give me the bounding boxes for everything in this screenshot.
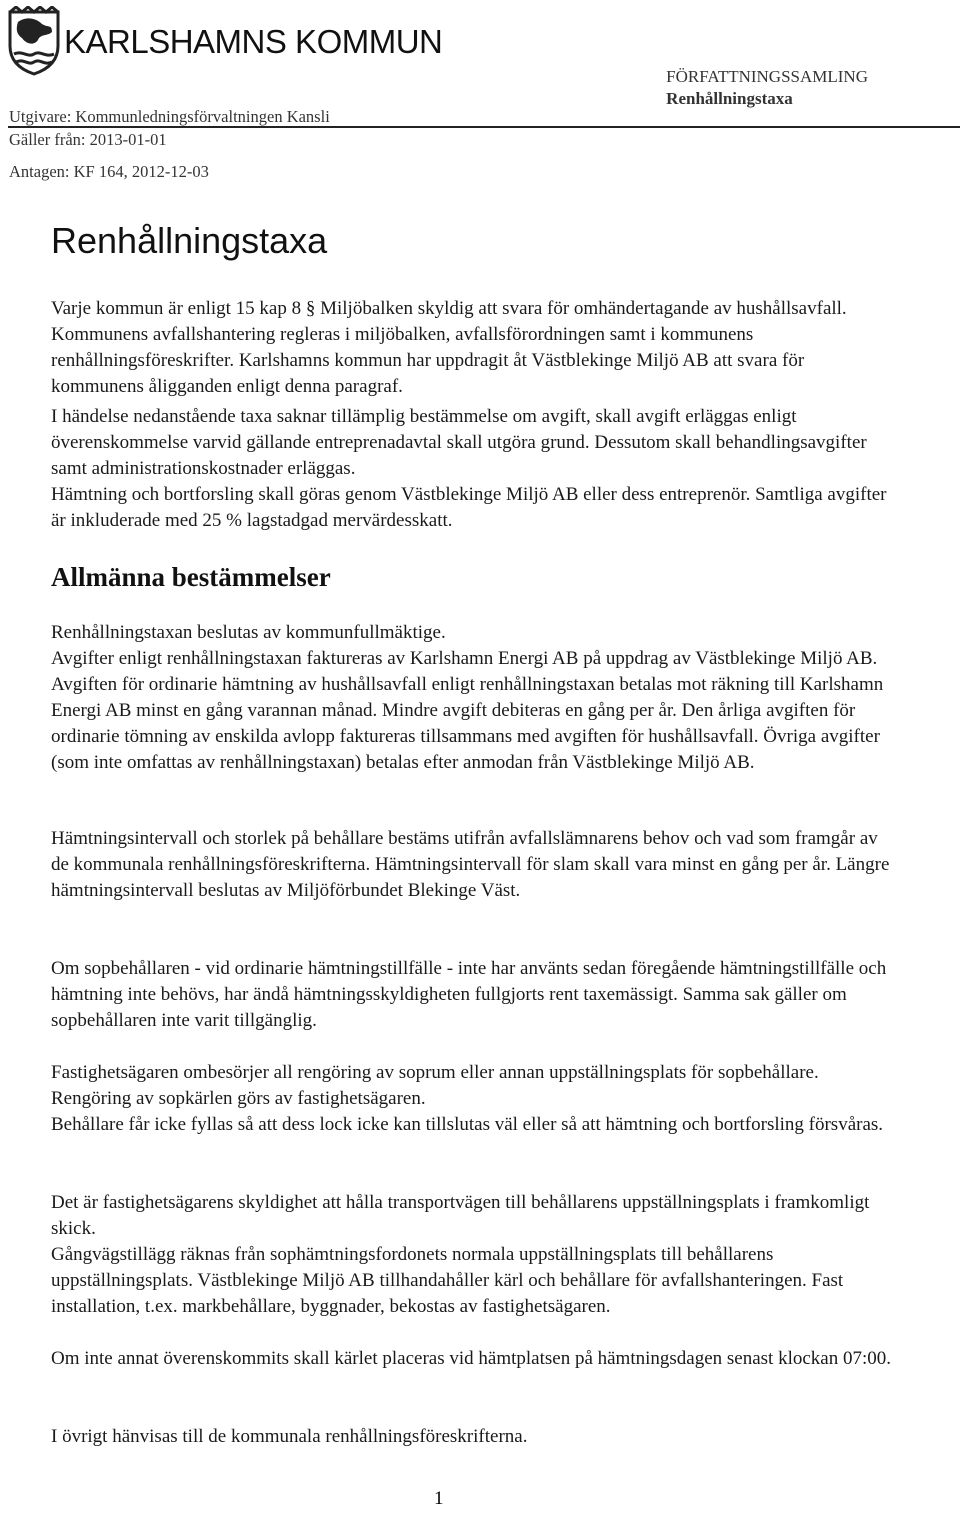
valid-from-line: Gäller från: 2013-01-01 xyxy=(9,130,167,149)
collection-title: Renhållningstaxa xyxy=(666,89,793,108)
document-title: Renhållningstaxa xyxy=(51,220,328,261)
section-paragraph-4: Om sopbehållaren - vid ordinarie hämtningstillfälle - inte har använts sedan föregående hämtningstillfälle och hämtning inte behövs, har ändå hämtningsskyldigheten fullgjorts rent taxemässigt. Samma sak gäller om sopbehållaren inte varit tillgänglig. xyxy=(51,958,887,1031)
section-paragraph-5: Fastighetsägaren ombesörjer all rengöring av soprum eller annan uppställningsplats för sopbehållare. Rengöring av sopkärlen görs av fastighetsägaren. xyxy=(51,1062,819,1109)
intro-paragraph-3: Hämtning och bortforsling skall göras genom Västblekinge Miljö AB eller dess entreprenör. Samtliga avgifter är inkluderade med 25 % lagstadgad mervärdesskatt. xyxy=(51,484,887,531)
adopted-line: Antagen: KF 164, 2012-12-03 xyxy=(9,162,209,181)
page-number: 1 xyxy=(434,1488,444,1509)
publisher-line: Utgivare: Kommunledningsförvaltningen Kansli xyxy=(9,107,330,126)
intro-paragraph-2: I händelse nedanstående taxa saknar tillämplig bestämmelse om avgift, skall avgift erläggas enligt överenskommelse varvid gällande entreprenadavtal skall utgöra grund. Dessutom skall behandlingsavgifter samt administrationskostnader erläggas. xyxy=(51,406,867,479)
section-paragraph-9: Om inte annat överenskommits skall kärlet placeras vid hämtplatsen på hämtningsdagen senast klockan 07:00. xyxy=(51,1348,892,1369)
section-paragraph-1: Renhållningstaxan beslutas av kommunfullmäktige. xyxy=(51,622,446,643)
section-paragraph-7: Det är fastighetsägarens skyldighet att hålla transportvägen till behållarens uppställningsplats i framkomligt skick. xyxy=(51,1192,870,1239)
section-heading: Allmänna bestämmelser xyxy=(51,562,331,592)
section-paragraph-8: Gångvägstillägg räknas från sophämtningsfordonets normala uppställningsplats till behållarens uppställningsplats. Västblekinge Miljö AB tillhandahåller kärl och behållare för avfallshanteringen. Fast installation, t.ex. markbehållare, byggnader, bekostas av fastighetsägaren. xyxy=(51,1244,844,1317)
section-paragraph-6: Behållare får icke fyllas så att dess lock icke kan tillslutas väl eller så att hämtning och bortforsling försvåras. xyxy=(51,1114,884,1135)
section-paragraph-10: I övrigt hänvisas till de kommunala renhållningsföreskrifterna. xyxy=(51,1426,528,1447)
intro-paragraph-1: Varje kommun är enligt 15 kap 8 § Miljöbalken skyldig att svara för omhändertagande av hushållsavfall. Kommunens avfallshantering regleras i miljöbalken, avfallsförordningen samt i kommunens renhållningsföreskrifter. Karlshamns kommun har uppdragit åt Västblekinge Miljö AB att svara för kommunens åligganden enligt denna paragraf. xyxy=(51,298,847,397)
header-divider xyxy=(8,126,960,128)
collection-label: FÖRFATTNINGSSAMLING xyxy=(666,67,868,86)
collection-block xyxy=(666,66,868,110)
municipality-logo xyxy=(8,6,442,80)
logo-wordmark: KARLSHAMNS KOMMUN xyxy=(64,23,443,60)
section-paragraph-3: Hämtningsintervall och storlek på behållare bestäms utifrån avfallslämnarens behov och vad som framgår av de kommunala renhållningsföreskrifterna. Hämtningsintervall för slam skall vara minst en gång per år. Längre hämtningsintervall beslutas av Miljöförbundet Blekinge Väst. xyxy=(51,828,890,901)
coat-of-arms-icon xyxy=(8,6,60,76)
section-paragraph-2: Avgifter enligt renhållningstaxan faktureras av Karlshamn Energi AB på uppdrag av Västblekinge Miljö AB. Avgiften för ordinarie hämtning av hushållsavfall enligt renhållningstaxan betalas mot räkning till Karlshamn Energi AB minst en gång varannan månad. Mindre avgift debiteras en gång per år. Den årliga avgiften för ordinarie tömning av enskilda avlopp faktureras tillsammans med avgiften för hushållsavfall. Övriga avgifter (som inte omfattas av renhållningstaxan) betalas efter anmodan från Västblekinge Miljö AB. xyxy=(51,648,884,773)
